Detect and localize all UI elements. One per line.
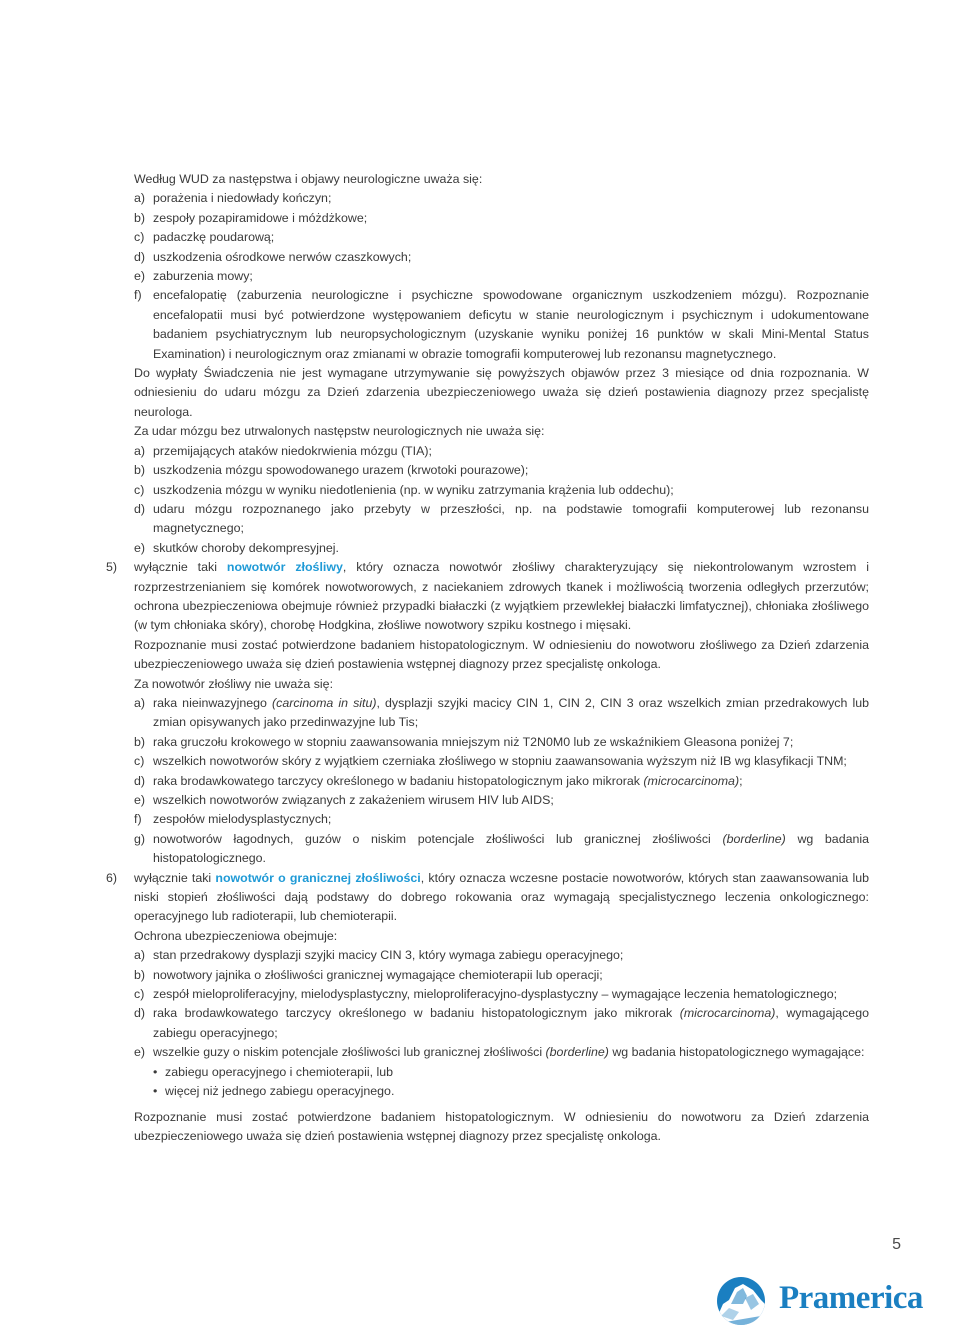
- page-number: 5: [892, 1236, 901, 1253]
- list-item: b) uszkodzenia mózgu spowodowanego urazem (krwotoki pourazowe);: [134, 463, 529, 478]
- neuro-intro: Według WUD za następstwa i objawy neurologiczne uważa się:: [134, 172, 483, 186]
- bullet-item: • zabiegu operacyjnego i chemioterapii, lub: [153, 1064, 393, 1079]
- list-item: e) wszelkich nowotworów związanych z zakażeniem wirusem HIV lub AIDS;: [134, 793, 554, 807]
- malignant-exclusions-list: [134, 694, 869, 869]
- list-item: e) skutków choroby dekompresyjnej.: [134, 540, 339, 555]
- neuro-list: [134, 189, 869, 364]
- section-malignant-tumor: 5) wyłącznie taki nowotwór złośliwy, który oznacza nowotwór złośliwy charakteryzujący się niekontrolowanym wzrostem i rozprzestrzenianiem się komórek nowotworowych, z naciekaniem zdrowych tkanek i możliwością tworzenia odległych przerzutów; ochrona ubezpieczeniowa obejmuje również przypadki białaczki (z wyjątkiem przewlekłej białaczki limfatycznej), chłoniaka złośliwego (w tym chłoniaka skóry), chorobę Hodgkina, złośliwe nowotwory szpiku kostnego i mięsaki.: [106, 560, 870, 633]
- list-item: e) wszelkie guzy o niskim potencjale złośliwości lub granicznej złośliwości (borderline) wg badania histopatologicznego wymagające:: [134, 1045, 865, 1060]
- list-item: a) raka nieinwazyjnego (carcinoma in situ), dysplazji szyjki macicy CIN 1, CIN 2, CIN 3 oraz wszelkich zmian przedrakowych lub zmian opisywanych jako przedinwazyjne lub Tis;: [134, 695, 870, 730]
- coverage-list: [134, 946, 869, 1101]
- rock-emblem-icon: [713, 1274, 773, 1326]
- list-item: d) raka brodawkowatego tarczycy określonego w badaniu histopatologicznym jako mikrorak (microcarcinoma), wymagającego zabiegu operacyjnego;: [134, 1006, 869, 1040]
- coverage-intro: Ochrona ubezpieczeniowa obejmuje:: [134, 928, 338, 943]
- list-item: a) porażenia i niedowłady kończyn;: [134, 191, 332, 206]
- list-item: e) zaburzenia mowy;: [134, 269, 253, 284]
- list-item: f) zespołów mielodysplastycznych;: [134, 812, 332, 827]
- list-item: c) wszelkich nowotworów skóry z wyjątkiem czerniaka złośliwego w stopniu zaawansowania wyższym niż IB wg klasyfikacji TNM;: [134, 754, 847, 769]
- list-item: d) uszkodzenia ośrodkowe nerwów czaszkowych;: [134, 249, 412, 264]
- list-item: d) udaru mózgu rozpoznanego jako przebyty w przeszłości, np. na podstawie tomografii komputerowej lub rezonansu magnetycznego;: [134, 501, 869, 536]
- list-item: c) zespół mieloproliferacyjny, mielodysplastyczny, mieloproliferacyjno-dysplastyczny – wymagające leczenia hematologicznego;: [134, 987, 838, 1002]
- payout-paragraph: Do wypłaty Świadczenia nie jest wymagane utrzymywanie się powyższych objawów przez 3 miesiące od dnia rozpoznania. W odniesieniu do udaru mózgu za Dzień zdarzenia ubezpieczeniowego uważa się dzień postawienia diagnozy przez specjalistę neurologa.: [134, 366, 869, 419]
- list-item: c) padaczkę poudarową;: [134, 230, 275, 245]
- list-item: a) przemijających ataków niedokrwienia mózgu (TIA);: [134, 443, 432, 458]
- malignant-confirmation: Rozpoznanie musi zostać potwierdzone badaniem histopatologicznym. W odniesieniu do nowotworu złośliwego za Dzień zdarzenia ubezpieczeniowego uważa się dzień postawienia wstępnej diagnozy przez specjalistę onkologa.: [134, 637, 869, 672]
- malignant-exclusions-intro: Za nowotwór złośliwy nie uważa się:: [134, 676, 334, 691]
- list-item: a) stan przedrakowy dysplazji szyjki macicy CIN 3, który wymaga zabiegu operacyjnego;: [134, 948, 624, 963]
- document-body: [106, 170, 870, 1146]
- stroke-exclusions-list: [134, 442, 869, 558]
- list-item: b) raka gruczołu krokowego w stopniu zaawansowania mniejszym niż T2N0M0 lub ze wskaźnikiem Gleasona poniżej 7;: [134, 734, 794, 749]
- bullet-item: • więcej niż jednego zabiegu operacyjnego.: [153, 1084, 395, 1099]
- defined-term: nowotwór złośliwy: [226, 560, 343, 575]
- section-number: 6): [106, 870, 118, 885]
- list-item: d) raka brodawkowatego tarczycy określonego w badaniu histopatologicznym jako mikrorak (microcarcinoma);: [134, 773, 743, 788]
- section-borderline-tumor: 6) wyłącznie taki nowotwór o granicznej złośliwości, który oznacza wczesne postacie nowotworów, których stan zaawansowania lub niski stopień złośliwości dają podstawy do dobrego rokowania oraz wymagają specjalistycznego leczenia onkologicznego: operacyjnego lub radioterapii, lub chemioterapii.: [106, 870, 869, 924]
- brand-name: Pramerica: [779, 1280, 923, 1316]
- list-item: b) nowotwory jajnika o złośliwości granicznej wymagające chemioterapii lub operacji;: [134, 967, 603, 982]
- stroke-exclusions-intro: Za udar mózgu bez utrwalonych następstw neurologicznych nie uważa się:: [134, 424, 545, 439]
- list-item: f) encefalopatię (zaburzenia neurologiczne i psychiczne spowodowane organicznym uszkodzeniem mózgu). Rozpoznanie encefalopatii musi być potwierdzone występowaniem deficytu w stanie neurologicznym i psychicznym i udokumentowane badaniem psychiatrycznym lub neuropsychologicznym (uzyskanie wyniku poniżej 16 punktów w skali Mini-Mental Status Examination) i neurologicznym oraz zmianami w obrazie tomografii komputerowej lub rezonansu magnetycznego.: [134, 288, 869, 361]
- list-item: c) uszkodzenia mózgu w wyniku niedotlenienia (np. w wyniku zatrzymania krążenia lub oddechu);: [134, 482, 674, 497]
- pramerica-logo: [713, 1274, 941, 1326]
- list-item: b) zespoły pozapiramidowe i móżdżkowe;: [134, 210, 368, 225]
- section-number: 5): [106, 560, 118, 575]
- defined-term: nowotwór o granicznej złośliwości: [215, 870, 421, 885]
- list-item: g) nowotworów łagodnych, guzów o niskim potencjale złośliwości lub granicznej złośliwości (borderline) wg badania histopatologicznego.: [134, 831, 870, 866]
- borderline-confirmation: Rozpoznanie musi zostać potwierdzone badaniem histopatologicznym. W odniesieniu do nowotworu za Dzień zdarzenia ubezpieczeniowego uważa się dzień postawienia wstępnej diagnozy przez specjalistę onkologa.: [134, 1109, 869, 1143]
